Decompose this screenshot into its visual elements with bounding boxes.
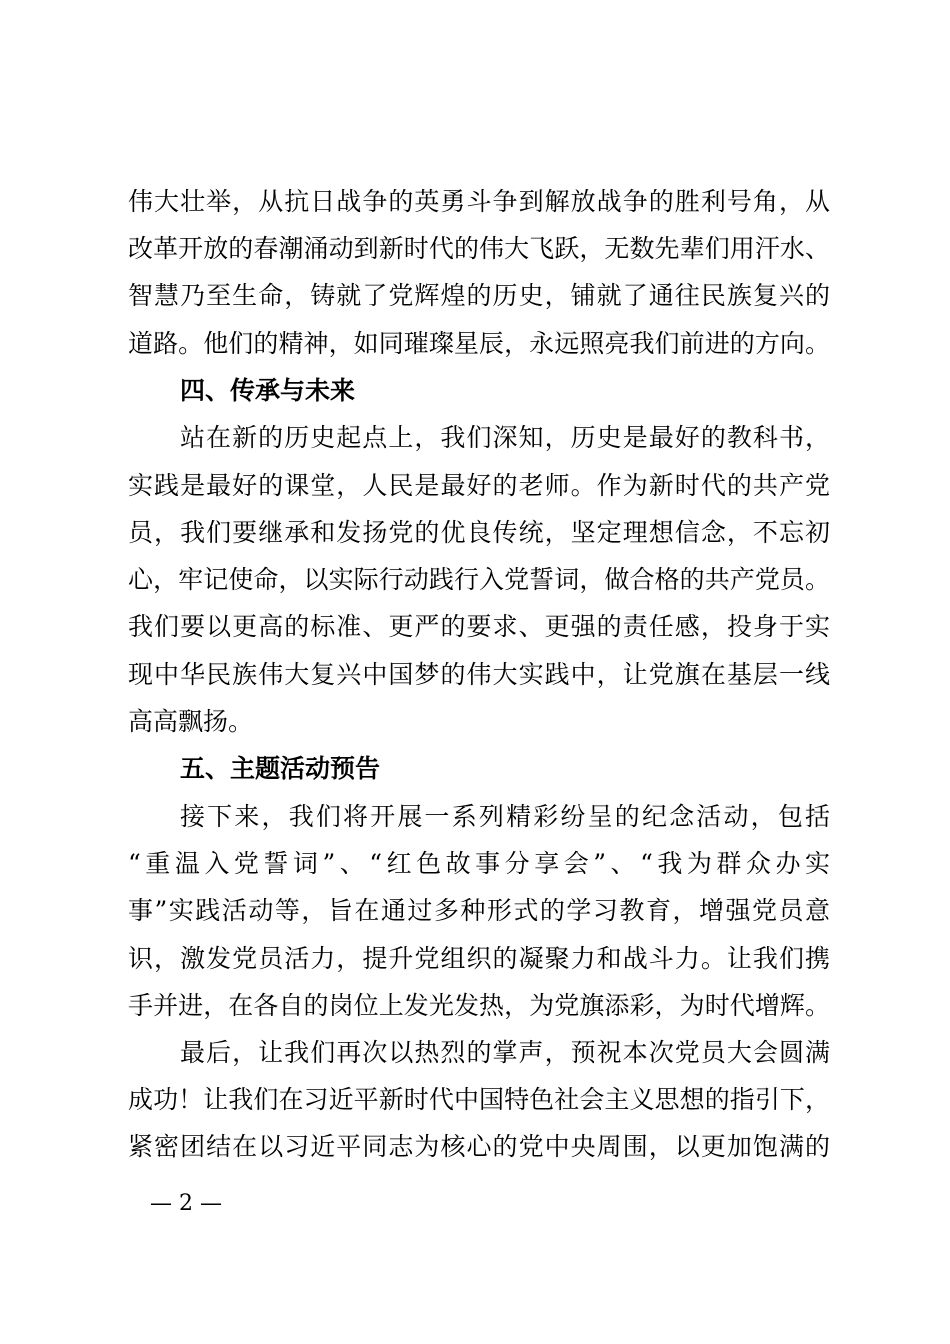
body-text-line: 站在新的历史起点上，我们深知，历史是最好的教科书， <box>180 423 830 452</box>
body-text-line: 高高飘扬。 <box>128 707 254 736</box>
body-text-line: 手并进，在各自的岗位上发光发热，为党旗添彩，为时代增辉。 <box>128 991 830 1020</box>
body-text-line: 实践是最好的课堂，人民是最好的老师。作为新时代的共产党 <box>128 471 830 500</box>
body-text-line: 心，牢记使命，以实际行动践行入党誓词，做合格的共产党员。 <box>128 565 830 594</box>
section-heading-inheritance: 四、传承与未来 <box>180 376 356 405</box>
body-text-line: 道路。他们的精神，如同璀璨星辰，永远照亮我们前进的方向。 <box>128 329 830 358</box>
body-text-line: 事”实践活动等，旨在通过多种形式的学习教育，增强党员意 <box>128 896 830 925</box>
body-text-line: 紧密团结在以习近平同志为核心的党中央周围，以更加饱满的 <box>128 1132 830 1161</box>
page-number: — 2 — <box>150 1191 222 1216</box>
body-text-line: 识，激发党员活力，提升党组织的凝聚力和战斗力。让我们携 <box>128 944 830 973</box>
body-text-line: “重温入党誓词”、“红色故事分享会”、“我为群众办实 <box>128 849 830 878</box>
body-text-line: 现中华民族伟大复兴中国梦的伟大实践中，让党旗在基层一线 <box>128 660 830 689</box>
body-text-line: 伟大壮举，从抗日战争的英勇斗争到解放战争的胜利号角，从 <box>128 187 830 216</box>
body-text-line: 改革开放的春潮涌动到新时代的伟大飞跃，无数先辈们用汗水、 <box>128 234 830 263</box>
body-text-line: 员，我们要继承和发扬党的优良传统，坚定理想信念，不忘初 <box>128 518 830 547</box>
body-text-line: 最后，让我们再次以热烈的掌声，预祝本次党员大会圆满 <box>180 1038 830 1067</box>
body-text-line: 我们要以更高的标准、更严的要求、更强的责任感，投身于实 <box>128 612 830 641</box>
body-text-line: 成功！让我们在习近平新时代中国特色社会主义思想的指引下， <box>128 1085 830 1114</box>
body-text-line: 接下来，我们将开展一系列精彩纷呈的纪念活动，包括 <box>180 802 830 831</box>
body-text-line: 智慧乃至生命，铸就了党辉煌的历史，铺就了通往民族复兴的 <box>128 281 830 310</box>
section-heading-activity-preview: 五、主题活动预告 <box>180 754 381 783</box>
